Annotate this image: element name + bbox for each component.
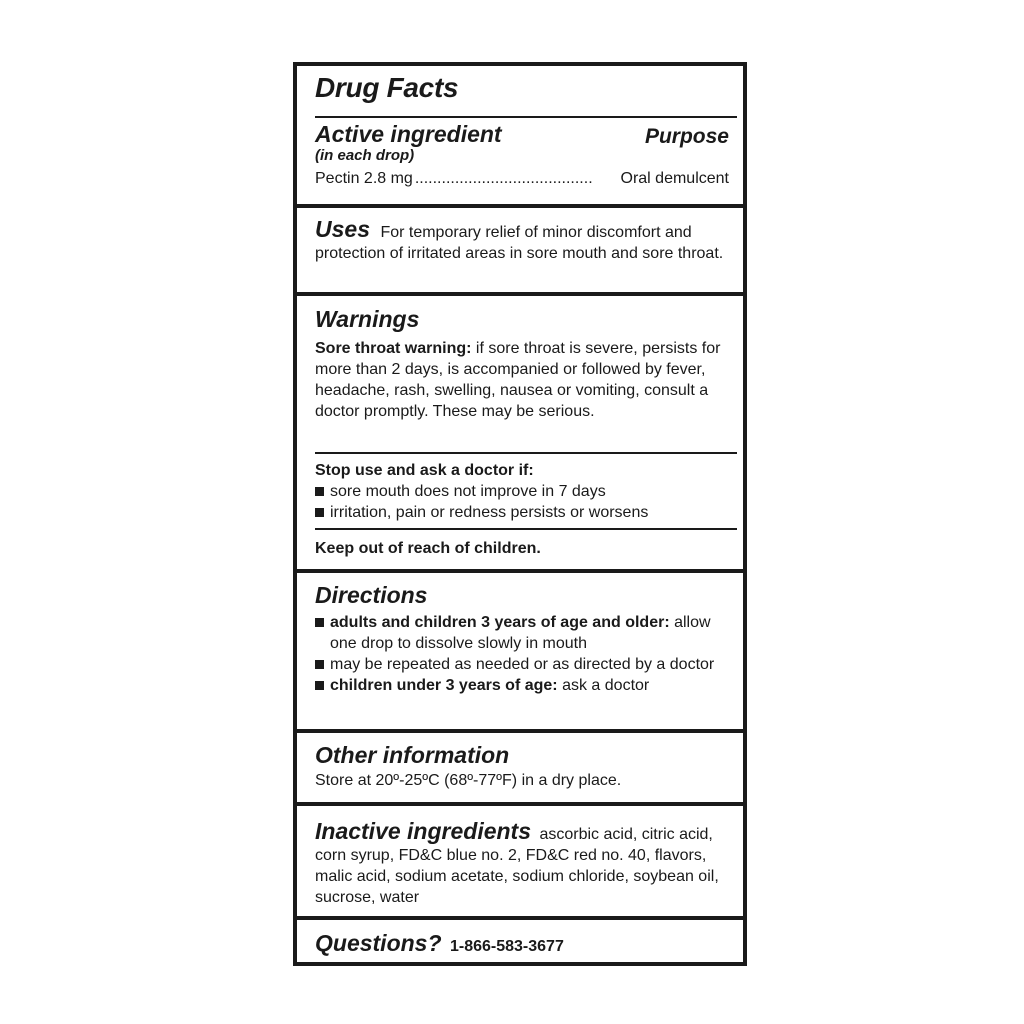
- inactive-ingredients-heading: Inactive ingredients: [315, 818, 532, 844]
- divider: [315, 452, 737, 454]
- stop-use-item: irritation, pain or redness persists or worsens: [330, 504, 649, 521]
- other-information-text: Store at 20º-25ºC (68º-77ºF) in a dry place.: [315, 772, 622, 789]
- uses-section: [297, 216, 743, 264]
- directions-adults-text: allow one drop to dissolve slowly in mouth: [330, 614, 711, 652]
- keep-out-text: Keep out of reach of children.: [315, 540, 541, 557]
- divider: [315, 116, 737, 118]
- questions-section: [297, 930, 743, 957]
- leader-dots: ........................................: [414, 170, 593, 187]
- divider: [315, 528, 737, 530]
- sore-throat-warning-text: if sore throat is severe, persists for more than 2 days, is accompanied or followed by fever, headache, rash, swelling, nausea or vomiting, consult a doctor promptly. These may be serious.: [315, 340, 721, 420]
- divider: [297, 729, 743, 733]
- bullet-square-icon: [315, 681, 324, 690]
- other-information-section: [297, 742, 743, 791]
- list-item: [315, 502, 729, 523]
- sore-throat-warning-label: Sore throat warning:: [315, 340, 472, 357]
- divider: [297, 916, 743, 920]
- bullet-square-icon: [315, 487, 324, 496]
- warnings-heading: Warnings: [315, 306, 420, 332]
- stop-use-item: sore mouth does not improve in 7 days: [330, 483, 606, 500]
- list-item: [315, 675, 729, 696]
- divider: [297, 569, 743, 573]
- keep-out-section: [297, 538, 743, 559]
- directions-children-label: children under 3 years of age:: [330, 677, 558, 694]
- bullet-square-icon: [315, 618, 324, 627]
- ingredient-name: Pectin 2.8 mg: [315, 170, 413, 187]
- divider: [297, 802, 743, 806]
- active-ingredient-section: [297, 121, 743, 189]
- questions-heading: Questions?: [315, 930, 442, 956]
- divider: [297, 292, 743, 296]
- directions-section: [297, 582, 743, 696]
- list-item: [315, 481, 729, 502]
- directions-repeat-text: may be repeated as needed or as directed by a doctor: [330, 656, 715, 673]
- directions-adults-label: adults and children 3 years of age and older:: [330, 614, 670, 631]
- directions-heading: Directions: [315, 582, 428, 608]
- uses-text: For temporary relief of minor discomfort and protection of irritated areas in sore mouth and sore throat.: [315, 224, 724, 262]
- inactive-ingredients-section: [297, 818, 743, 908]
- list-item: [315, 654, 729, 675]
- drug-facts-panel: [293, 62, 747, 966]
- inactive-ingredients-text: ascorbic acid, citric acid, corn syrup, FD&C blue no. 2, FD&C red no. 40, flavors, malic acid, sodium acetate, sodium chloride, soybean oil, sucrose, water: [315, 826, 719, 906]
- purpose-heading: Purpose: [644, 125, 729, 148]
- phone-number: 1-866-583-3677: [449, 938, 564, 955]
- bullet-square-icon: [315, 508, 324, 517]
- uses-heading: Uses: [315, 216, 370, 242]
- stop-use-section: [297, 460, 743, 523]
- warnings-section: [297, 306, 743, 422]
- title-section: [297, 72, 743, 104]
- active-ingredient-subheading: (in each drop): [315, 147, 415, 164]
- stop-use-heading: Stop use and ask a doctor if:: [315, 462, 534, 479]
- divider: [297, 204, 743, 208]
- other-information-heading: Other information: [315, 742, 510, 768]
- list-item: [315, 612, 729, 654]
- ingredient-purpose: Oral demulcent: [620, 170, 729, 187]
- directions-children-text: ask a doctor: [562, 677, 650, 694]
- bullet-square-icon: [315, 660, 324, 669]
- active-ingredient-heading: Active ingredient: [315, 121, 502, 147]
- page-title: Drug Facts: [315, 72, 459, 103]
